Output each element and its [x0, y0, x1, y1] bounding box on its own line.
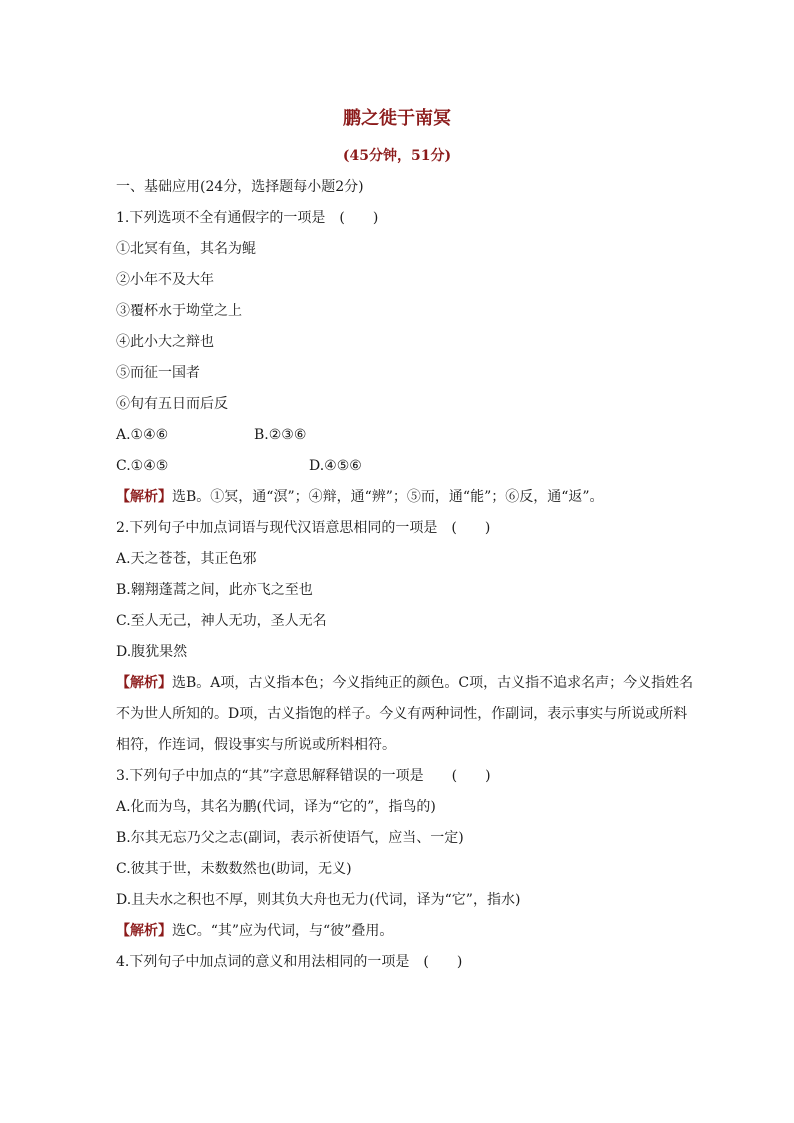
question-3-stem: 3.下列句子中加点的“其”字意思解释错误的一项是 ( )	[116, 768, 491, 784]
answer-label: 【解析】	[116, 489, 172, 505]
q2-answer	[116, 668, 696, 761]
document-title: 鹏之徙于南冥	[343, 108, 451, 129]
q3-option-d: D.且夫水之积也不厚，则其负大舟也无力(代词，译为“它”，指水)	[116, 892, 521, 908]
answer-text: 选B。A项，古义指本色；今义指纯正的颜色。C项，古义指不追求名声；今义指姓名不为世人所知的。D项，古义指饱的样子。今义有两种词性，作副词，表示事实与所说或所料相符，作连词，假设事实与所说或所料相符。	[116, 675, 694, 753]
q3-option-b: B.尔其无忘乃父之志(副词，表示祈使语气，应当、一定)	[116, 830, 464, 846]
q2-option-d: D.腹犹果然	[116, 644, 188, 660]
q1-option-b: B.②③⑥	[254, 427, 307, 443]
q1-option-a: A.①④⑥	[116, 427, 169, 443]
document-subtitle: (45分钟，51分)	[342, 148, 452, 164]
q1-option-d: D.④⑤⑥	[309, 458, 362, 474]
section-heading: 一、基础应用(24分，选择题每小题2分)	[116, 179, 364, 195]
q1-answer	[116, 487, 696, 507]
answer-label: 【解析】	[116, 923, 172, 939]
q3-option-a: A.化而为鸟，其名为鹏(代词，译为“它的”，指鸟的)	[116, 799, 436, 815]
q2-option-b: B.翱翔蓬蒿之间，此亦飞之至也	[116, 582, 313, 598]
question-1-stem: 1.下列选项不全有通假字的一项是 ( )	[116, 210, 379, 226]
answer-label: 【解析】	[116, 675, 172, 691]
question-4-stem: 4.下列句子中加点词的意义和用法相同的一项是 ( )	[116, 954, 463, 970]
q3-answer	[116, 921, 696, 941]
answer-text: 选B。①冥，通“溟”；④辩，通“辨”；⑤而，通“能”；⑥反，通“返”。	[172, 489, 604, 505]
q2-option-c: C.至人无己，神人无功，圣人无名	[116, 613, 327, 629]
question-2-stem: 2.下列句子中加点词语与现代汉语意思相同的一项是 ( )	[116, 520, 491, 536]
q3-option-c: C.彼其于世，未数数然也(助词，无义)	[116, 861, 352, 877]
q1-item-3: ③覆杯水于坳堂之上	[116, 303, 242, 319]
q1-item-4: ④此小大之辩也	[116, 334, 214, 350]
q1-item-6: ⑥旬有五日而后反	[116, 396, 228, 412]
q2-option-a: A.天之苍苍，其正色邪	[116, 551, 257, 567]
q1-option-c: C.①④⑤	[116, 458, 169, 474]
q1-item-5: ⑤而征一国者	[116, 365, 200, 381]
q1-item-1: ①北冥有鱼，其名为鲲	[116, 241, 256, 257]
answer-text: 选C。“其”应为代词，与“彼”叠用。	[172, 923, 394, 939]
q1-item-2: ②小年不及大年	[116, 272, 214, 288]
